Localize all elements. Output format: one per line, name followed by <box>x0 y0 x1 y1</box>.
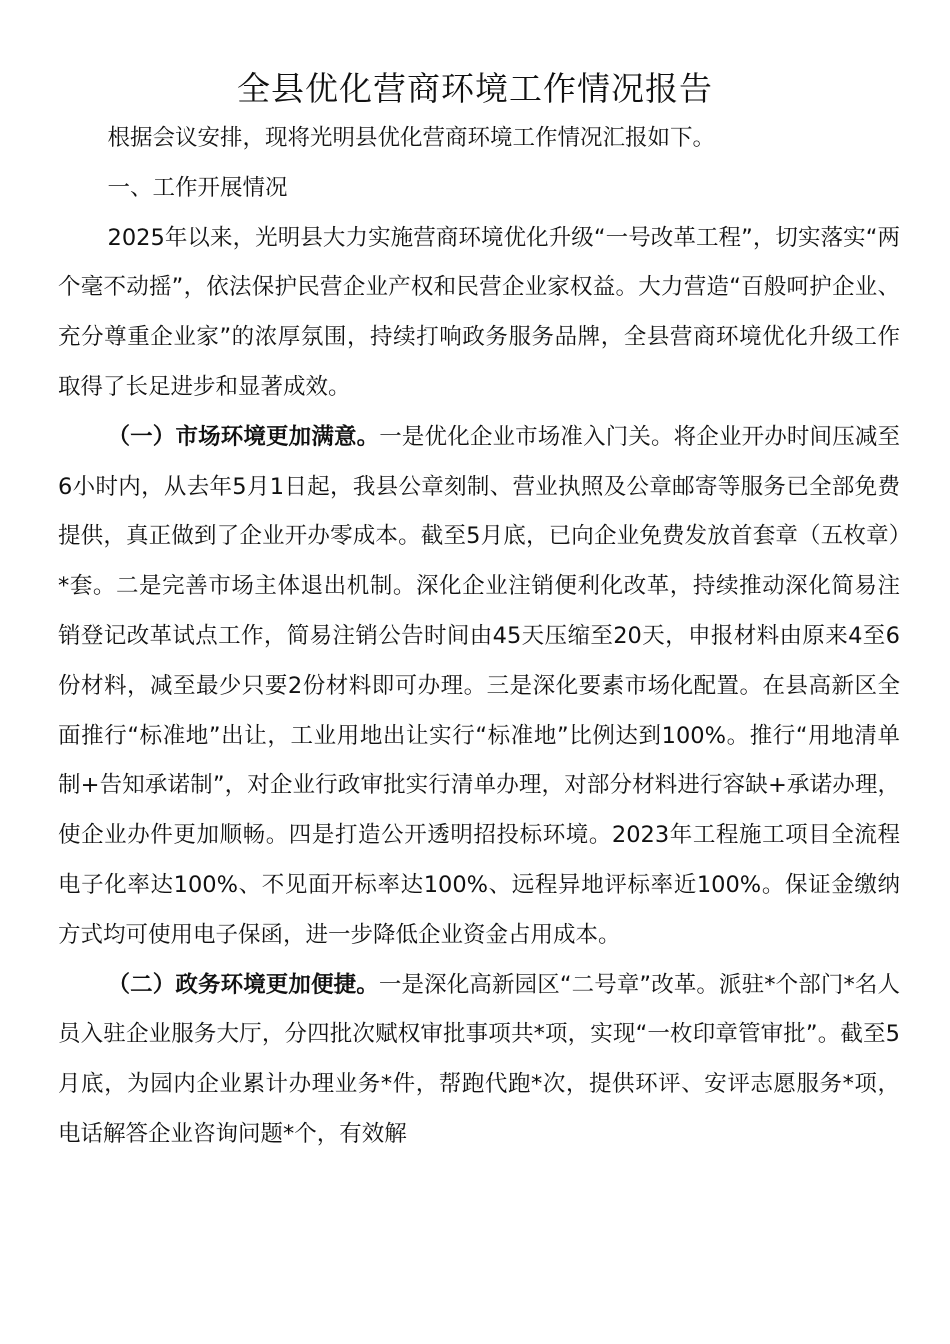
section-heading: 一、工作开展情况 <box>107 174 288 201</box>
intro-paragraph: 根据会议安排，现将光明县优化营商环境工作情况汇报如下。 <box>107 125 716 151</box>
market-environment-paragraph <box>58 413 900 961</box>
document-title: 全县优化营商环境工作情况报告 <box>237 69 713 108</box>
overview-paragraph: 2025年以来，光明县大力实施营商环境优化升级“一号改革工程”，切实落实“两个毫不动摇”，依法保护民营企业产权和民营企业家权益。大力营造“百般呵护企业、充分尊重企业家”的浓厚氛围，持续打响政务服务品牌，全县营商环境优化升级工作取得了长足进步和显著成效。 <box>58 224 900 400</box>
government-environment-lead: （二）政务环境更加便捷。 <box>107 971 379 998</box>
market-environment-lead: （一）市场环境更加满意。 <box>107 423 380 450</box>
document-body <box>58 114 900 1160</box>
government-environment-text: 一是深化高新园区“二号章”改革。派驻*个部门*名人员入驻企业服务大厅，分四批次赋权审批事项共*项，实现“一枚印章管审批”。截至5月底，为园内企业累计办理业务*件，帮跑代跑*次，提供环评、安评志愿服务*项，电话解答企业咨询问题*个，有效解 <box>58 971 900 1147</box>
market-environment-text: 一是优化企业市场准入门关。将企业开办时间压减至6小时内，从去年5月1日起，我县公章刻制、营业执照及公章邮寄等服务已全部免费提供，真正做到了企业开办零成本。截至5月底，已向企业免费发放首套章（五枚章）*套。二是完善市场主体退出机制。深化企业注销便利化改革，持续推动深化简易注销登记改革试点工作，简易注销公告时间由45天压缩至20天，申报材料由原来4至6份材料，减至最少只要2份材料即可办理。三是深化要素市场化配置。在县高新区全面推行“标准地”出让，工业用地出让实行“标准地”比例达到100%。推行“用地清单制+告知承诺制”，对企业行政审批实行清单办理，对部分材料进行容缺+承诺办理，使企业办件更加顺畅。四是打造公开透明招投标环境。2023年工程施工项目全流程电子化率达100%、不见面开标率达100%、远程异地评标率近100%。保证金缴纳方式均可使用电子保函，进一步降低企业资金占用成本。 <box>58 423 900 948</box>
government-environment-paragraph <box>58 961 900 1160</box>
